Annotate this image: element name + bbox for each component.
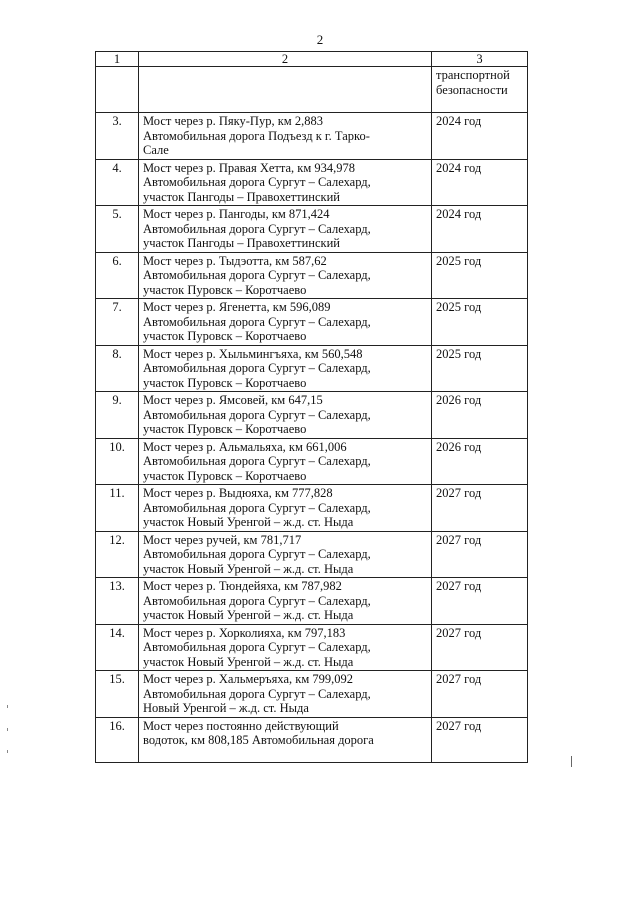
description-line: Мост через р. Выдюяха, км 777,828	[143, 486, 333, 500]
table-row	[96, 624, 528, 671]
table-row	[96, 252, 528, 299]
row-number: 8.	[96, 345, 139, 392]
description-line: участок Пуровск – Коротчаево	[143, 329, 307, 343]
completion-year: 2024 год	[432, 206, 528, 253]
continuation-row	[96, 67, 528, 113]
description-line: Автомобильная дорога Подъезд к г. Тарко-	[143, 128, 370, 143]
description-line: участок Пуровск – Коротчаево	[143, 422, 307, 436]
bridge-description	[139, 392, 432, 439]
table-row	[96, 717, 528, 762]
row-number: 7.	[96, 299, 139, 346]
description-line: Сале	[143, 143, 169, 157]
table-row	[96, 438, 528, 485]
table-row	[96, 345, 528, 392]
bridge-description	[139, 531, 432, 578]
completion-year: 2026 год	[432, 438, 528, 485]
bridge-description	[139, 624, 432, 671]
description-line: Мост через р. Тюндейяха, км 787,982	[143, 579, 342, 593]
row-number: 12.	[96, 531, 139, 578]
description-line: Автомобильная дорога Сургут – Салехард,	[143, 454, 371, 468]
description-line: Мост через р. Пяку-Пур, км 2,883	[143, 114, 323, 128]
table-row	[96, 531, 528, 578]
table-header-row	[96, 52, 528, 67]
row-number: 10.	[96, 438, 139, 485]
table-row	[96, 485, 528, 532]
description-line: Автомобильная дорога Сургут – Салехард,	[143, 407, 371, 422]
description-line: Мост через р. Правая Хетта, км 934,978	[143, 160, 356, 175]
completion-year: 2024 год	[432, 159, 528, 206]
table-row	[96, 299, 528, 346]
table-row	[96, 159, 528, 206]
description-line: участок Пуровск – Коротчаево	[143, 282, 307, 297]
header-col-2: 2	[139, 52, 432, 67]
bridge-description	[139, 485, 432, 532]
header-col-1: 1	[96, 52, 139, 67]
completion-year: 2027 год	[432, 624, 528, 671]
completion-year: 2024 год	[432, 113, 528, 160]
table-row	[96, 206, 528, 253]
description-line: Мост через р. Тыдэотта, км 587,62	[143, 253, 327, 268]
scan-artifact	[7, 728, 8, 731]
bridge-description	[139, 299, 432, 346]
description-line: участок Пуровск – Коротчаево	[143, 468, 307, 483]
completion-year: 2027 год	[432, 578, 528, 625]
completion-year: 2027 год	[432, 531, 528, 578]
description-line: Мост через р. Пангоды, км 871,424	[143, 207, 330, 221]
description-line: Автомобильная дорога Сургут – Салехард,	[143, 547, 371, 561]
completion-year: 2027 год	[432, 485, 528, 532]
row-number: 13.	[96, 578, 139, 625]
header-col-3: 3	[432, 52, 528, 67]
description-line: Автомобильная дорога Сургут – Салехард,	[143, 500, 371, 515]
row-number: 6.	[96, 252, 139, 299]
completion-year: 2026 год	[432, 392, 528, 439]
description-line: Мост через р. Ямсовей, км 647,15	[143, 393, 323, 407]
description-line: Автомобильная дорога Сургут – Салехард,	[143, 221, 371, 236]
row-number: 14.	[96, 624, 139, 671]
scan-edge-mark	[571, 756, 572, 767]
completion-year: 2027 год	[432, 717, 528, 762]
bridge-description	[139, 438, 432, 485]
description-line: Новый Уренгой – ж.д. ст. Ныда	[143, 701, 309, 715]
row-number: 16.	[96, 717, 139, 762]
description-line: Автомобильная дорога Сургут – Салехард,	[143, 686, 371, 701]
continuation-line: транспортной	[436, 68, 510, 82]
bridge-description	[139, 252, 432, 299]
bridge-description	[139, 578, 432, 625]
scan-artifact	[7, 750, 8, 753]
description-line: водоток, км 808,185 Автомобильная дорога	[143, 733, 374, 747]
description-line: Автомобильная дорога Сургут – Салехард,	[143, 640, 371, 654]
completion-year: 2027 год	[432, 671, 528, 718]
completion-year: 2025 год	[432, 345, 528, 392]
description-line: Мост через р. Хыльмингъяха, км 560,548	[143, 346, 363, 361]
description-line: участок Пангоды – Правохеттинский	[143, 236, 340, 250]
description-line: Автомобильная дорога Сургут – Салехард,	[143, 175, 371, 189]
continuation-col-1	[96, 67, 139, 113]
bridge-description	[139, 717, 432, 762]
description-line: Мост через постоянно действующий	[143, 718, 339, 733]
description-line: Мост через р. Альмальяха, км 661,006	[143, 439, 347, 454]
description-line: Мост через р. Ягенетта, км 596,089	[143, 300, 331, 314]
description-line: участок Новый Уренгой – ж.д. ст. Ныда	[143, 515, 354, 529]
table-row	[96, 392, 528, 439]
row-number: 5.	[96, 206, 139, 253]
description-line: Мост через р. Хальмеръяха, км 799,092	[143, 672, 354, 686]
description-line: участок Пангоды – Правохеттинский	[143, 189, 340, 204]
description-line: Автомобильная дорога Сургут – Салехард,	[143, 268, 371, 282]
row-number: 3.	[96, 113, 139, 160]
continuation-col-3	[432, 67, 528, 113]
description-line: Автомобильная дорога Сургут – Салехард,	[143, 593, 371, 608]
description-line: Автомобильная дорога Сургут – Салехард,	[143, 361, 371, 375]
bridges-schedule-table	[95, 51, 528, 763]
page-number: 2	[316, 32, 324, 47]
description-line: Автомобильная дорога Сургут – Салехард,	[143, 314, 371, 329]
bridge-description	[139, 206, 432, 253]
table-row	[96, 578, 528, 625]
row-number: 15.	[96, 671, 139, 718]
completion-year: 2025 год	[432, 299, 528, 346]
description-line: участок Новый Уренгой – ж.д. ст. Ныда	[143, 654, 354, 669]
bridge-description	[139, 345, 432, 392]
table-row	[96, 671, 528, 718]
description-line: Мост через р. Хорколияха, км 797,183	[143, 625, 346, 640]
bridge-description	[139, 159, 432, 206]
description-line: Мост через ручей, км 781,717	[143, 532, 302, 547]
continuation-line: безопасности	[436, 82, 508, 97]
row-number: 9.	[96, 392, 139, 439]
completion-year: 2025 год	[432, 252, 528, 299]
description-line: участок Новый Уренгой – ж.д. ст. Ныда	[143, 561, 354, 576]
row-number: 11.	[96, 485, 139, 532]
description-line: участок Пуровск – Коротчаево	[143, 375, 307, 390]
description-line: участок Новый Уренгой – ж.д. ст. Ныда	[143, 608, 354, 622]
table-row	[96, 113, 528, 160]
bridge-description	[139, 671, 432, 718]
row-number: 4.	[96, 159, 139, 206]
bridge-description	[139, 113, 432, 160]
scan-artifact	[7, 705, 8, 708]
continuation-col-2	[139, 67, 432, 113]
